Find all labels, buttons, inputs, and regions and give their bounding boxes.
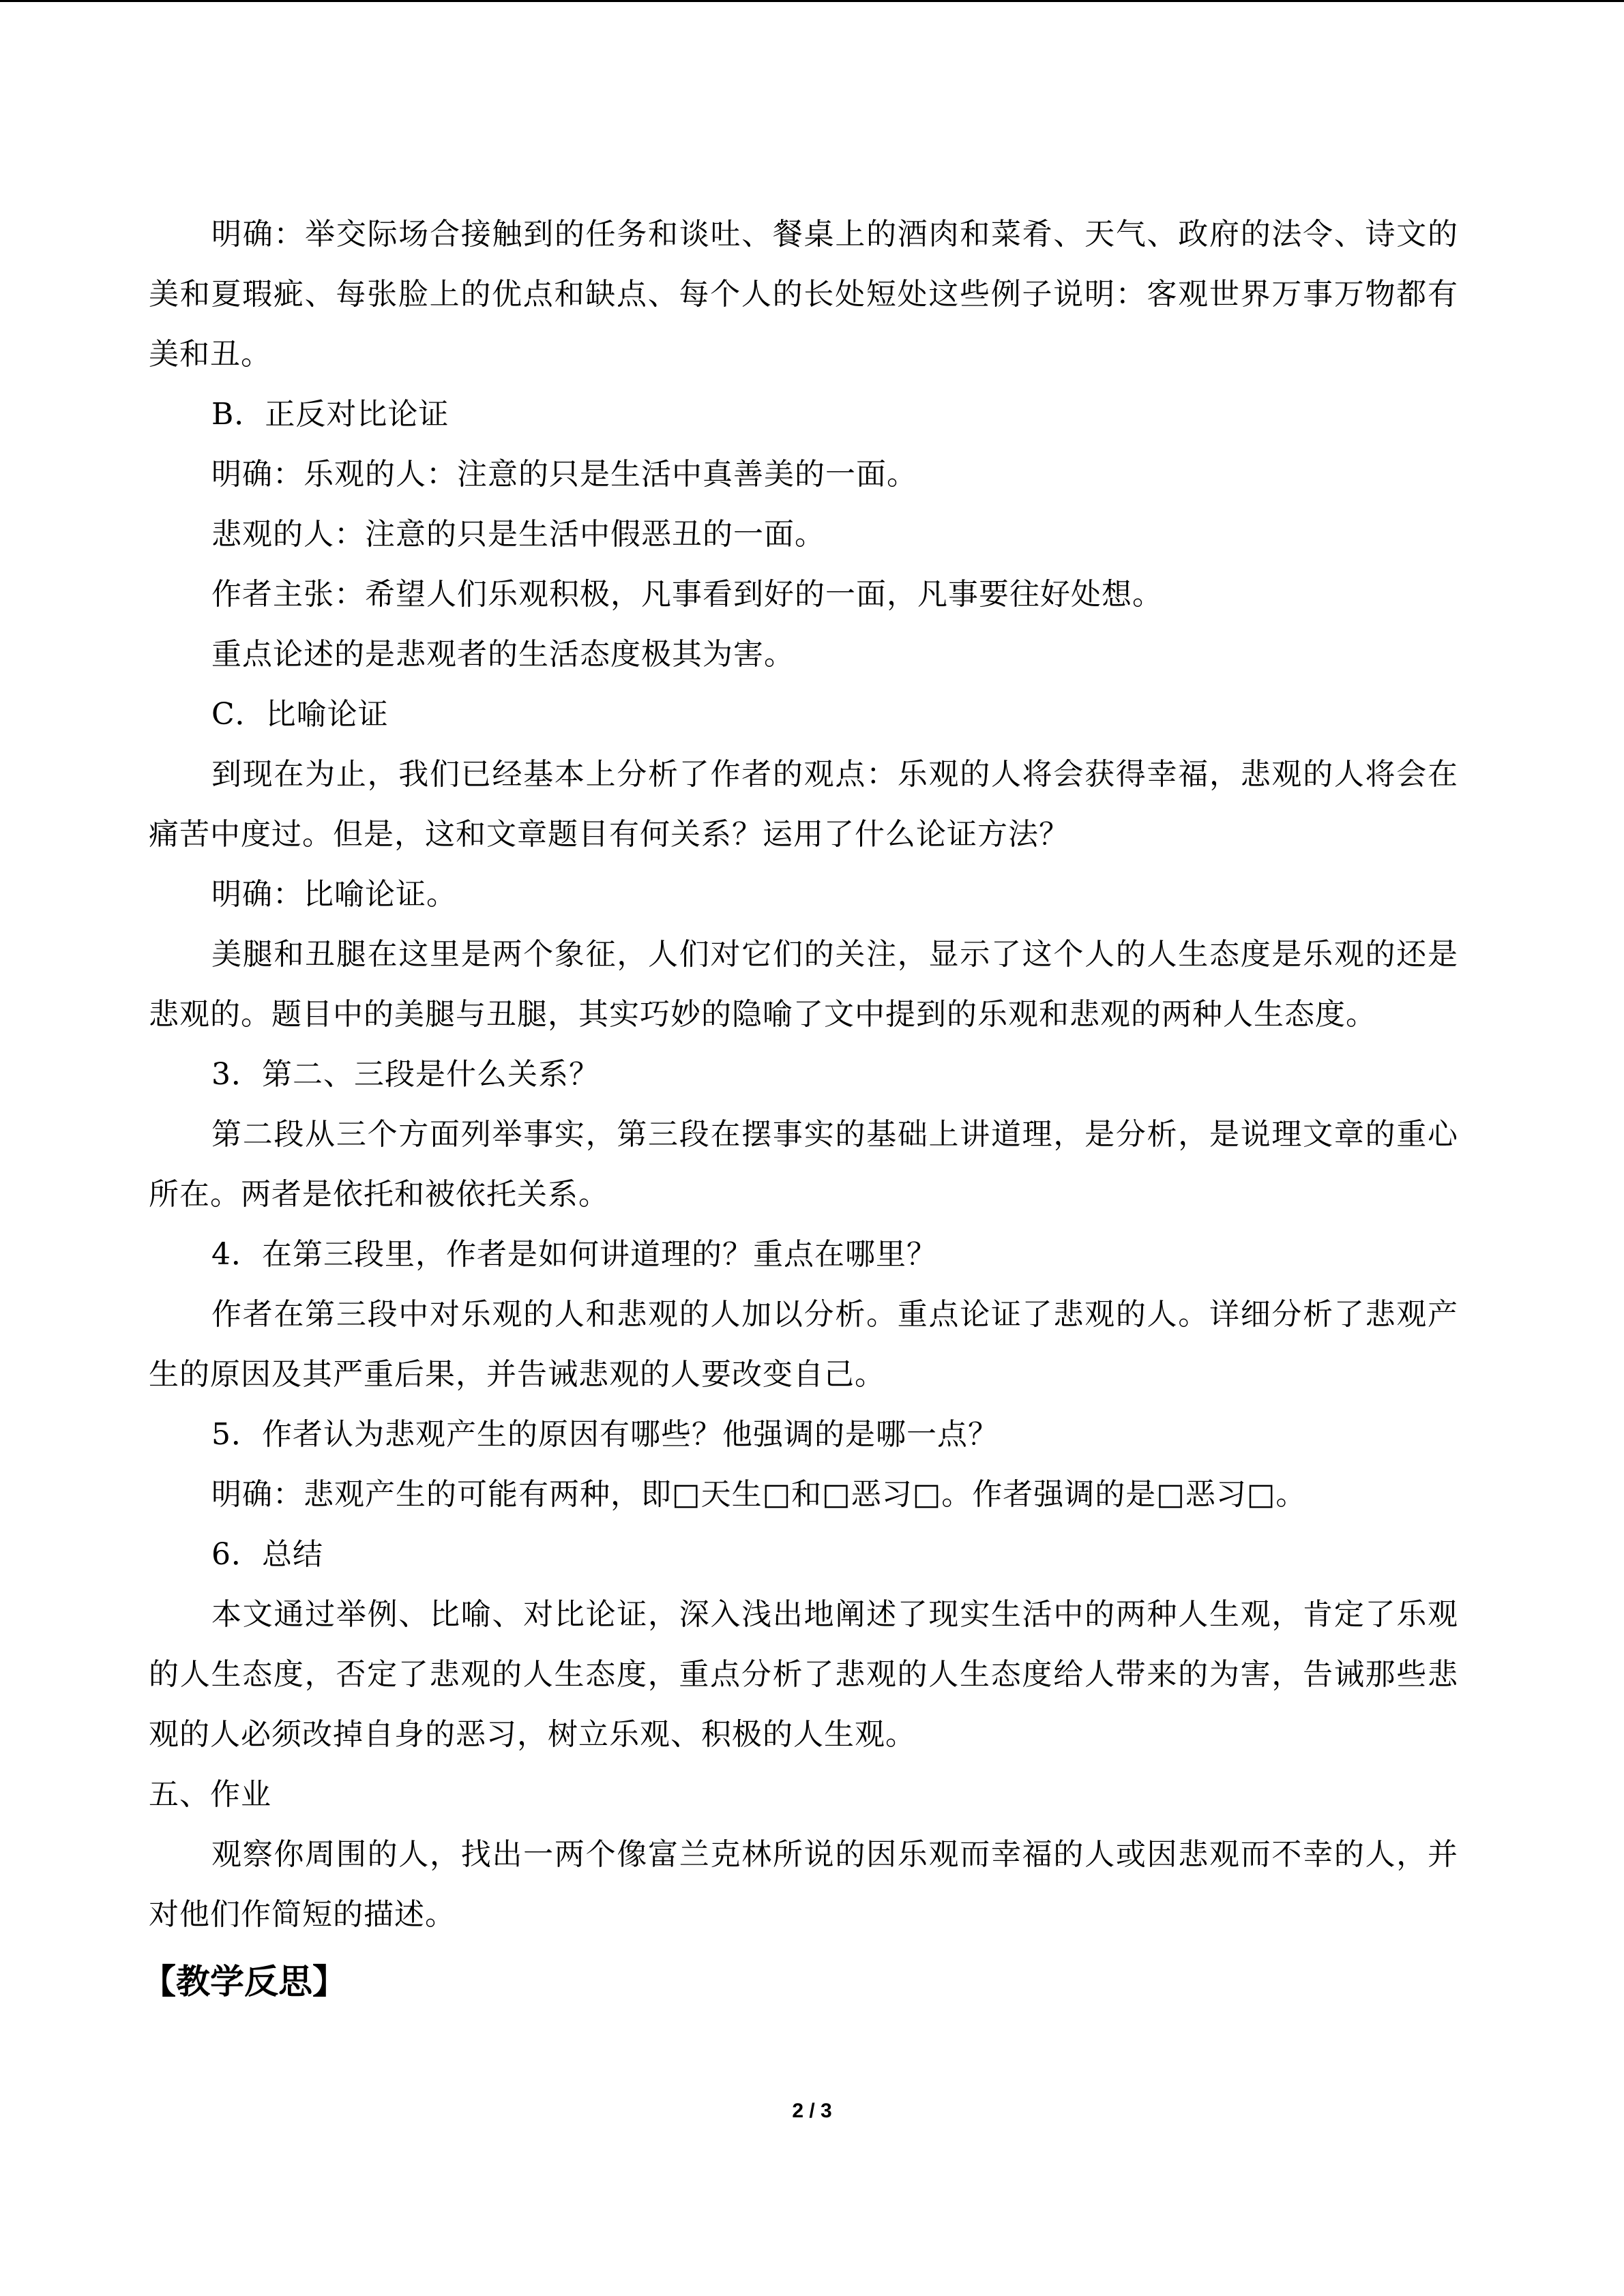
paragraph: 悲观的人：注意的只是生活中假恶丑的一面。 (211, 517, 825, 552)
paragraph: 第二段从三个方面列举事实，第三段在摆事实的基础上讲道理，是分析，是说理文章的重心所在。两者是依托和被依托关系。 (149, 1117, 1458, 1212)
document-body (142, 205, 1458, 2016)
paragraph: 明确：乐观的人：注意的只是生活中真善美的一面。 (211, 457, 917, 492)
paragraph: 重点论述的是悲观者的生活态度极其为害。 (211, 637, 795, 672)
paragraph: 到现在为止，我们已经基本上分析了作者的观点：乐观的人将会获得幸福，悲观的人将会在痛苦中度过。但是，这和文章题目有何关系？运用了什么论证方法？ (149, 757, 1458, 852)
teaching-reflection-heading: 【教学反思】 (142, 1962, 346, 2001)
paragraph: 作者在第三段中对乐观的人和悲观的人加以分析。重点论证了悲观的人。详细分析了悲观产生的原因及其严重后果，并告诫悲观的人要改变自己。 (149, 1297, 1458, 1392)
paragraph: 明确：举交际场合接触到的任务和谈吐、餐桌上的酒肉和菜肴、天气、政府的法令、诗文的美和夏瑕疵、每张脸上的优点和缺点、每个人的长处短处这些例子说明：客观世界万事万物都有美和丑。 (149, 217, 1458, 372)
paragraph: 本文通过举例、比喻、对比论证，深入浅出地阐述了现实生活中的两种人生观，肯定了乐观的人生态度，否定了悲观的人生态度，重点分析了悲观的人生态度给人带来的为害，告诫那些悲观的人必须改掉自身的恶习，树立乐观、积极的人生观。 (149, 1597, 1458, 1752)
paragraph: 明确：比喻论证。 (211, 877, 457, 912)
question: 6．总结 (211, 1537, 323, 1572)
page-number: 2 / 3 (792, 2100, 832, 2122)
section-label: B．正反对比论证 (211, 397, 449, 432)
question: 5．作者认为悲观产生的原因有哪些？他强调的是哪一点？ (211, 1417, 999, 1452)
paragraph: 美腿和丑腿在这里是两个象征，人们对它们的关注，显示了这个人的人生态度是乐观的还是悲观的。题目中的美腿与丑腿，其实巧妙的隐喻了文中提到的乐观和悲观的两种人生态度。 (149, 937, 1458, 1032)
question: 4．在第三段里，作者是如何讲道理的？重点在哪里？ (211, 1237, 937, 1272)
question: 3．第二、三段是什么关系？ (211, 1057, 600, 1092)
section-label: C．比喻论证 (211, 697, 389, 732)
top-border-line (0, 0, 1624, 2)
paragraph: 作者主张：希望人们乐观积极，凡事看到好的一面，凡事要往好处想。 (211, 577, 1163, 612)
paragraph: 明确：悲观产生的可能有两种，即□天生□和□恶习□。作者强调的是□恶习□。 (211, 1477, 1307, 1512)
section-heading-homework: 五、作业 (149, 1777, 271, 1812)
paragraph: 观察你周围的人，找出一两个像富兰克林所说的因乐观而幸福的人或因悲观而不幸的人，并对他们作简短的描述。 (149, 1837, 1458, 1932)
